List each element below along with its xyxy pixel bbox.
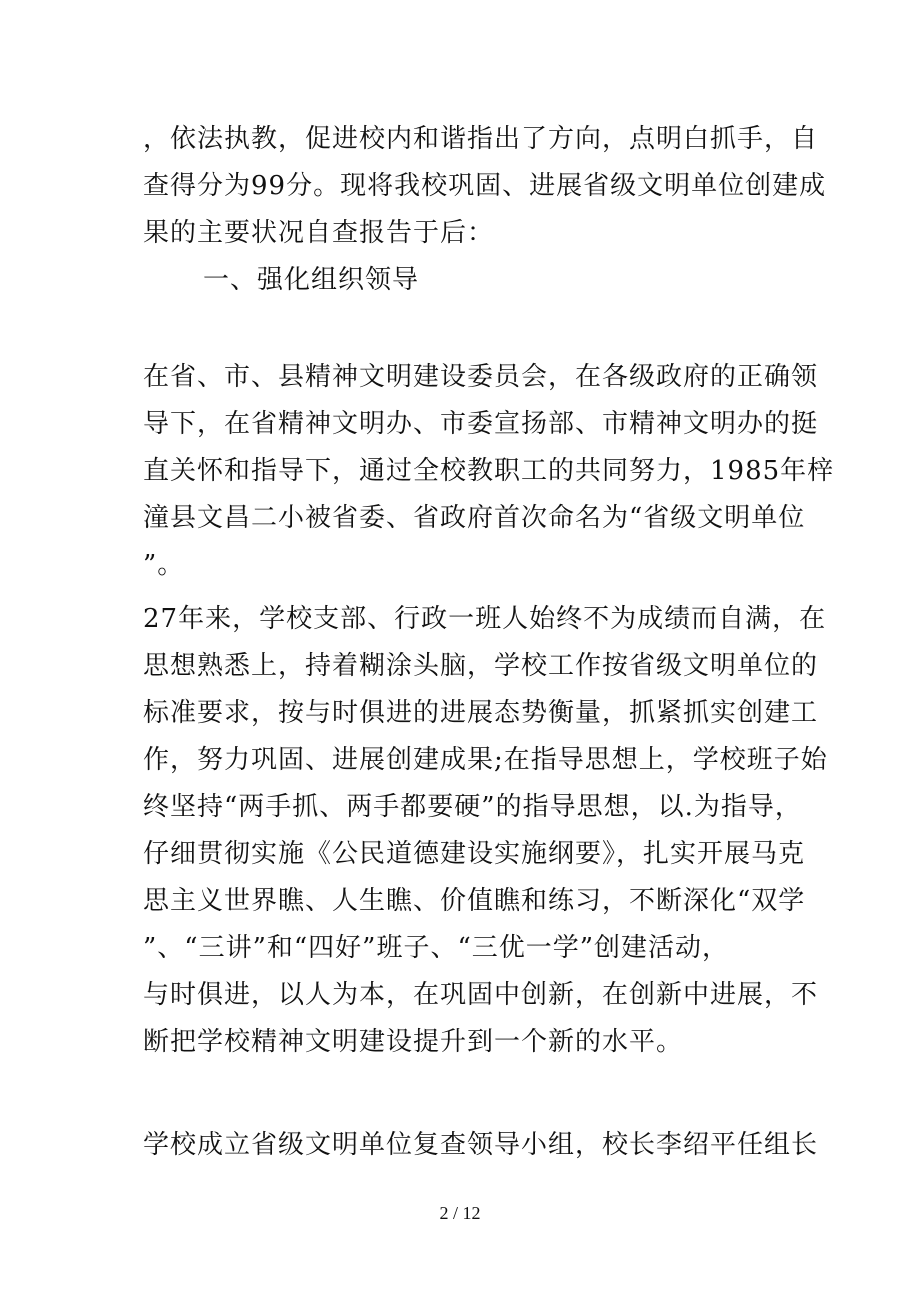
text-line: 终坚持“两手抓、两手都要硬”的指导思想，以.为指导， <box>143 792 802 822</box>
text-line: 27年来，学校支部、行政一班人始终不为成绩而自满，在 <box>143 604 827 634</box>
text-line: 查得分为99分。现将我校巩固、进展省级文明单位创建成 <box>143 171 827 201</box>
text-line: 导下，在省精神文明办、市委宣扬部、市精神文明办的挺 <box>143 409 819 439</box>
text-line: 直关怀和指导下，通过全校教职工的共同努力，1985年梓 <box>143 456 835 486</box>
text-line: 思想熟悉上，持着糊涂头脑，学校工作按省级文明单位的 <box>143 651 819 681</box>
text-line: 学校成立省级文明单位复查领导小组，校长李绍平任组长 <box>143 1130 819 1160</box>
page-number: 2 / 12 <box>439 1203 481 1223</box>
text-line: ，依法执教，促进校内和谐指出了方向，点明白抓手，自 <box>143 124 819 154</box>
text-line: 思主义世界瞧、人生瞧、价值瞧和练习，不断深化“双学 <box>143 886 806 916</box>
text-line: ”、“三讲”和“四好”班子、“三优一学”创建活动， <box>143 933 730 963</box>
text-line: 在省、市、县精神文明建设委员会，在各级政府的正确领 <box>143 362 819 392</box>
text-line: 与时俱进，以人为本，在巩固中创新，在创新中进展，不 <box>143 980 819 1010</box>
text-line: 断把学校精神文明建设提升到一个新的水平。 <box>143 1027 684 1057</box>
section-heading: 一、强化组织领导 <box>203 265 420 295</box>
text-line: 果的主要状况自查报告于后： <box>143 218 495 248</box>
text-line: ”。 <box>143 550 185 580</box>
text-line: 作，努力巩固、进展创建成果;在指导思想上，学校班子始 <box>143 745 828 775</box>
text-line: 仔细贯彻实施《公民道德建设实施纲要》，扎实开展马克 <box>143 839 806 869</box>
text-line: 潼县文昌二小被省委、省政府首次命名为“省级文明单位 <box>143 503 806 533</box>
text-line: 标准要求，按与时俱进的进展态势衡量，抓紧抓实创建工 <box>143 698 819 728</box>
